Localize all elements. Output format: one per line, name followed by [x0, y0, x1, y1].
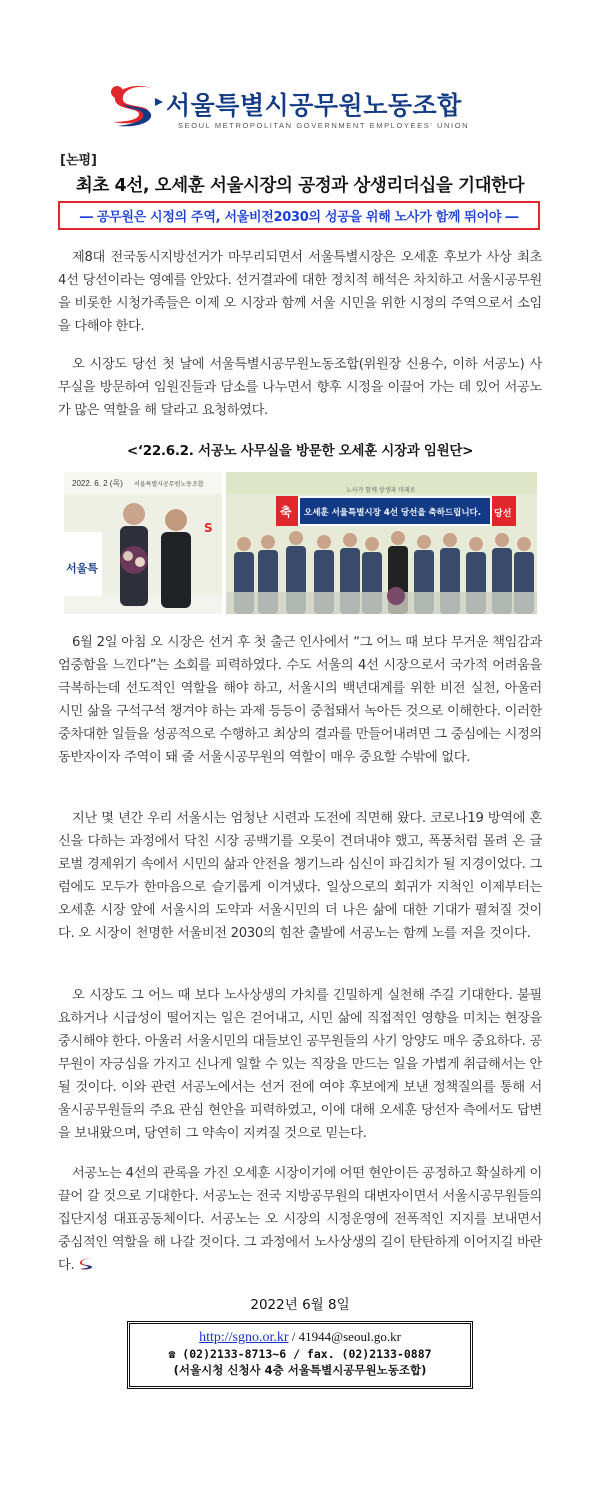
paragraph-4: 지난 몇 년간 우리 서울시는 엄청난 시련과 도전에 직면해 왔다. 코로나19 방역에 혼신을 다하는 과정에서 닥친 시장 공백기를 오롯이 견뎌내야 했고, 폭풍처럼 몰려 온 글로벌 경제위기 속에서 시민의 삶과 안전을 챙기느라 심신이 파김치가 될 지경이었다. 그럼에도 모두가 한마음으로 슬기롭게 이겨냈다. 일상으로의 회귀가 지척인 이제부터는 오세훈 시장 앞에 서울시의 도약과 서울시민의 더 나은 삶에 대한 기대가 펼쳐질 것이다. 오 시장이 천명한 서울비전 2030의 힘찬 출발에 서공노는 함께 노를 저을 것이다.	[58, 811, 542, 941]
svg-text:S: S	[204, 521, 213, 535]
contact-footer	[127, 1321, 473, 1389]
header	[0, 78, 600, 138]
footer-address: (서울시청 신청사 4층 서울특별시공무원노동조합)	[173, 1363, 427, 1377]
paragraph-6: 서공노는 4선의 관록을 가진 오세훈 시장이기에 어떤 현안이든 공정하고 확실하게 이끌어 갈 것으로 기대한다. 서공노는 전국 지방공무원의 대변자이면서 서울시공무원들의 집단지성 대표공동체이다. 서공노는 오 시장의 시정운영에 전폭적인 지지를 보내면서 중심적인 역할을 해 나갈 것이다. 그 과정에서 노사상생의 길이 탄탄하게 이어지길 바란다.	[58, 1166, 542, 1273]
article-title: 최초 4선, 오세훈 서울시장의 공정과 상생리더십을 기대한다	[75, 176, 525, 196]
org-name: 서울특별시공무원노동조합	[166, 91, 462, 120]
website-link[interactable]: http://sgno.or.kr	[199, 1330, 289, 1345]
email-text: 41944@seoul.go.kr	[298, 1329, 401, 1344]
banner-right-text: 당선	[494, 509, 512, 519]
banner-top-text: 노사가 함께 상생과 미래로	[346, 487, 416, 494]
banner-left-text: 축	[280, 505, 292, 519]
article-subtitle: ― 공무원은 시정의 주역, 서울비전2030의 성공을 위해 노사가 함께 뛰어야 ―	[79, 210, 519, 225]
footer-phone-line: ☎ (02)2133-8713~6 / fax. (02)2133-0887	[168, 1347, 432, 1361]
photo-caption: <‘22.6.2. 서공노 사무실을 방문한 오세훈 시장과 임원단>	[126, 443, 474, 459]
paragraph-5: 오 시장도 그 어느 때 보다 노사상생의 가치를 긴밀하게 실천해 주길 기대한다. 불필요하거나 시급성이 떨어지는 일은 걷어내고, 시민 삶에 직접적인 영향을 미치는 현장을 중시해야 한다. 아울러 서울시민의 대들보인 공무원들의 사기 앙양도 매우 중요하다. 공무원이 자긍심을 가지고 신나게 일할 수 있는 직장을 만드는 일을 가볍게 취급해서는 안 될 것이다. 이와 관련 서공노에서는 선거 전에 여야 후보에게 보낸 정책질의를 통해 서울시공무원들의 주요 관심 현안을 피력하였고, 이에 대해 오세훈 당선자 측에서도 답변을 보내왔으며, 당연히 그 약속이 지켜질 것으로 믿는다.	[58, 988, 542, 1141]
subtitle-box	[58, 201, 540, 230]
photo-org-text: 서울특별시공무원노동조합	[134, 481, 204, 488]
union-logo-icon	[107, 82, 163, 130]
article-label: [논평]	[60, 153, 97, 168]
paragraph-1: 제8대 전국동시지방선거가 마무리되면서 서울특별시장은 오세훈 후보가 사상 최초 4선 당선이라는 영예를 안았다. 선거결과에 대한 정치적 해석은 차치하고 서울시공무원을 비롯한 시청가족들은 이제 오 시장과 함께 서울 시민을 위한 시정의 주역으로서 소임을 다해야 한다.	[58, 250, 542, 334]
footer-web-line: http://sgno.or.kr / 41944@seoul.go.kr	[199, 1329, 401, 1345]
paragraph-2: 오 시장도 당선 첫 날에 서울특별시공무원노동조합(위원장 신용수, 이하 서공노) 사무실을 방문하여 임원진들과 담소를 나누면서 향후 시정을 이끌어 가는 데 있어 서공노가 많은 역할을 해 달라고 요청하였다.	[58, 357, 542, 418]
banner-main-text: 오세훈 서울특별시장 4선 당선을 축하드립니다.	[304, 508, 481, 518]
photo-date-text: 2022. 6. 2 (목)	[72, 479, 123, 488]
publish-date: 2022년 6월 8일	[250, 1297, 350, 1313]
photo-group-union-office	[226, 472, 537, 614]
photo-mayor-with-chairman	[64, 472, 222, 614]
paragraph-3: 6월 2일 아침 오 시장은 선거 후 첫 출근 인사에서 “그 어느 때 보다 무거운 책임감과 엄중함을 느낀다”는 소회를 피력하였다. 수도 서울의 4선 시장으로서 국가적 어려움을 극복하는데 선도적인 역할을 해야 하고, 서울시의 백년대계를 위한 비전 실천, 아울러 시민 삶을 구석구석 챙겨야 하는 과제 등등이 중첩돼서 녹아든 것으로 이해한다. 이러한 중차대한 일들을 성공적으로 수행하고 최상의 결과를 만들어내려면 그 중심에는 시정의 동반자이자 주역이 돼 줄 서울시공무원의 역할이 매우 중요할 수밖에 없다.	[58, 635, 542, 765]
phone-icon: ☎	[168, 1347, 176, 1361]
union-mini-logo-icon	[78, 1258, 94, 1270]
org-english-name: SEOUL METROPOLITAN GOVERNMENT EMPLOYEES' UNION	[178, 121, 470, 130]
svg-text:서울특: 서울특	[66, 562, 98, 575]
